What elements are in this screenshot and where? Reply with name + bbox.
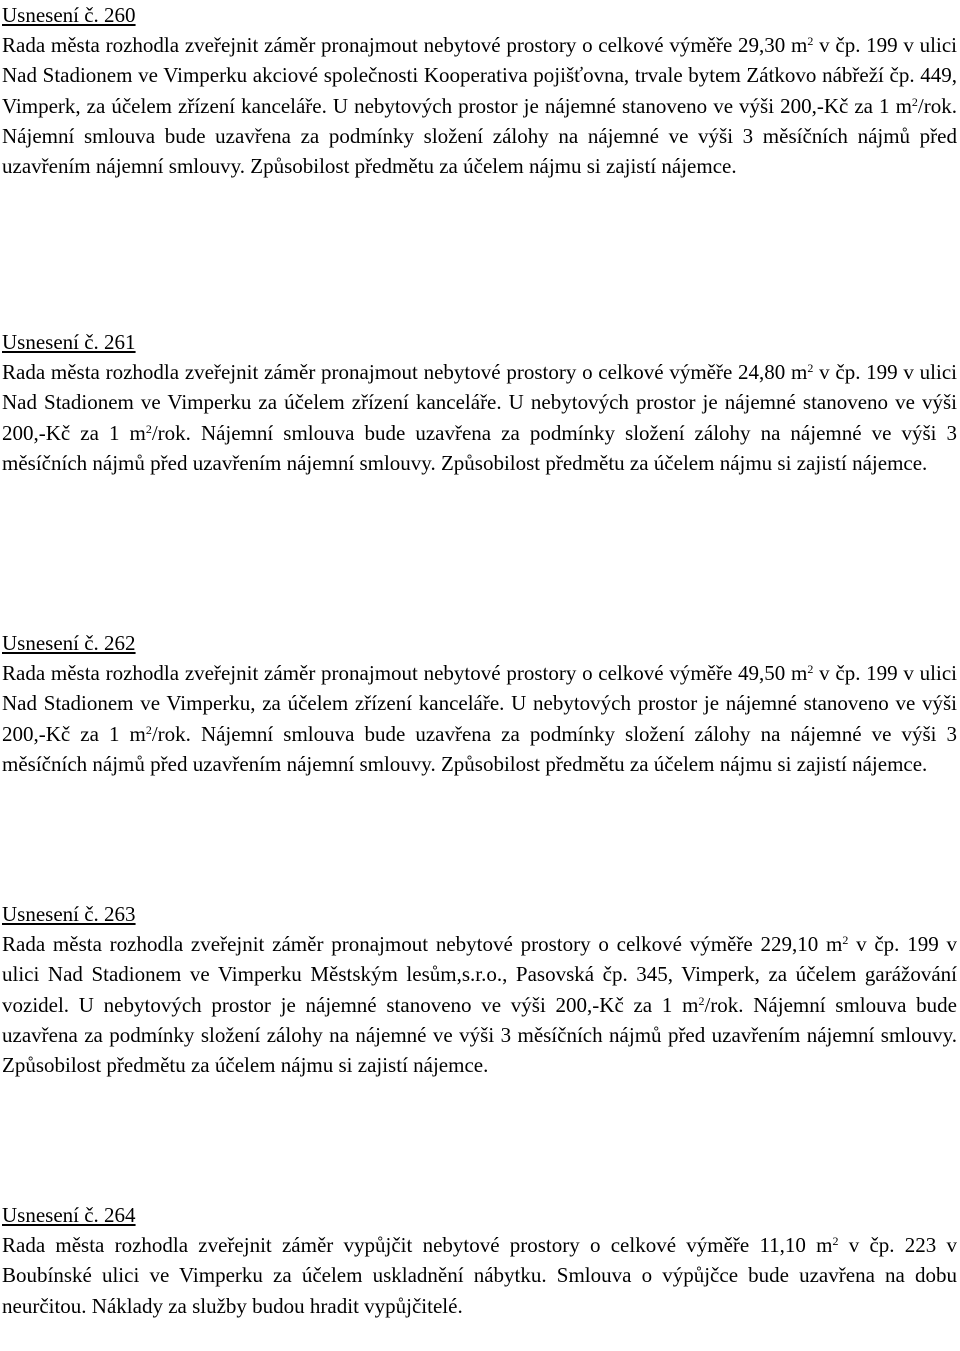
superscript-2: 2 xyxy=(807,34,814,49)
superscript-2: 2 xyxy=(807,361,814,376)
resolution-text: Rada města rozhodla zveřejnit záměr pronajmout nebytové prostory o celkové výměře 24,80 $m^2$ v čp. 199 v ulici Nad Stadionem ve Vimperku za účelem zřízení kanceláře. U nebytových prostor je nájemné stanoveno ve výši 200,-Kč za 1 $m^2$/rok. Nájemní smlouva bude uzavřena za podmínky složení zálohy na nájemné ve výši 3 měsíčních nájmů před uzavřením nájemní smlouvy. Způsobilost předmětu za účelem nájmu si zajistí nájemce. xyxy=(2,360,957,475)
resolution-text: Rada města rozhodla zveřejnit záměr pronajmout nebytové prostory o celkové výměře 49,50 $m^2$ v čp. 199 v ulici Nad Stadionem ve Vimperku, za účelem zřízení kanceláře. U nebytových prostor je nájemné stanoveno ve výši 200,-Kč za 1 $m^2$/rok. Nájemní smlouva bude uzavřena za podmínky složení zálohy na nájemné ve výši 3 měsíčních nájmů před uzavřením nájemní smlouvy. Způsobilost předmětu za účelem nájmu si zajistí nájemce. xyxy=(2,661,957,776)
resolution-heading: Usnesení č. 264 xyxy=(2,1203,136,1227)
resolution-heading: Usnesení č. 261 xyxy=(2,330,136,354)
resolution-heading: Usnesení č. 260 xyxy=(2,3,136,27)
resolution-heading: Usnesení č. 263 xyxy=(2,902,136,926)
resolution-263 xyxy=(2,899,957,1080)
resolution-text: Rada města rozhodla zveřejnit záměr pronajmout nebytové prostory o celkové výměře 29,30 $m^2$ v čp. 199 v ulici Nad Stadionem ve Vimperku akciové společnosti Kooperativa pojišťovna, trvale bytem Zátkovo nábřeží čp. 449, Vimperk, za účelem zřízení kanceláře. U nebytových prostor je nájemné stanoveno ve výši 200,-Kč za 1 $m^2$/rok. Nájemní smlouva bude uzavřena za podmínky složení zálohy na nájemné ve výši 3 měsíčních nájmů před uzavřením nájemní smlouvy. Způsobilost předmětu za účelem nájmu si zajistí nájemce. xyxy=(2,33,957,179)
superscript-2: 2 xyxy=(145,722,152,737)
resolution-heading: Usnesení č. 262 xyxy=(2,631,136,655)
superscript-2: 2 xyxy=(911,94,918,109)
resolution-264 xyxy=(2,1200,957,1321)
resolution-text: Rada města rozhodla zveřejnit záměr vypůjčit nebytové prostory o celkové výměře 11,10 $m^2$ v čp. 223 v Boubínské ulici ve Vimperku za účelem uskladnění nábytku. Smlouva o výpůjčce bude uzavřena na dobu neurčitou. Náklady za služby budou hradit vypůjčitelé. xyxy=(2,1233,957,1318)
superscript-2: 2 xyxy=(807,662,814,677)
resolution-262 xyxy=(2,628,957,779)
superscript-2: 2 xyxy=(832,1234,839,1249)
resolution-261 xyxy=(2,327,957,478)
resolution-text: Rada města rozhodla zveřejnit záměr pronajmout nebytové prostory o celkové výměře 229,10 $m^2$ v čp. 199 v ulici Nad Stadionem ve Vimperku Městským lesům,s.r.o., Pasovská čp. 345, Vimperk, za účelem garážování vozidel. U nebytových prostor je nájemné stanoveno ve výši 200,-Kč za 1 $m^2$/rok. Nájemní smlouva bude uzavřena za podmínky složení zálohy na nájemné ve výši 3 měsíčních nájmů před uzavřením nájemní smlouvy. Způsobilost předmětu za účelem nájmu si zajistí nájemce. xyxy=(2,932,957,1078)
superscript-2: 2 xyxy=(698,993,705,1008)
resolution-260 xyxy=(2,0,957,181)
superscript-2: 2 xyxy=(145,421,152,436)
superscript-2: 2 xyxy=(842,933,849,948)
